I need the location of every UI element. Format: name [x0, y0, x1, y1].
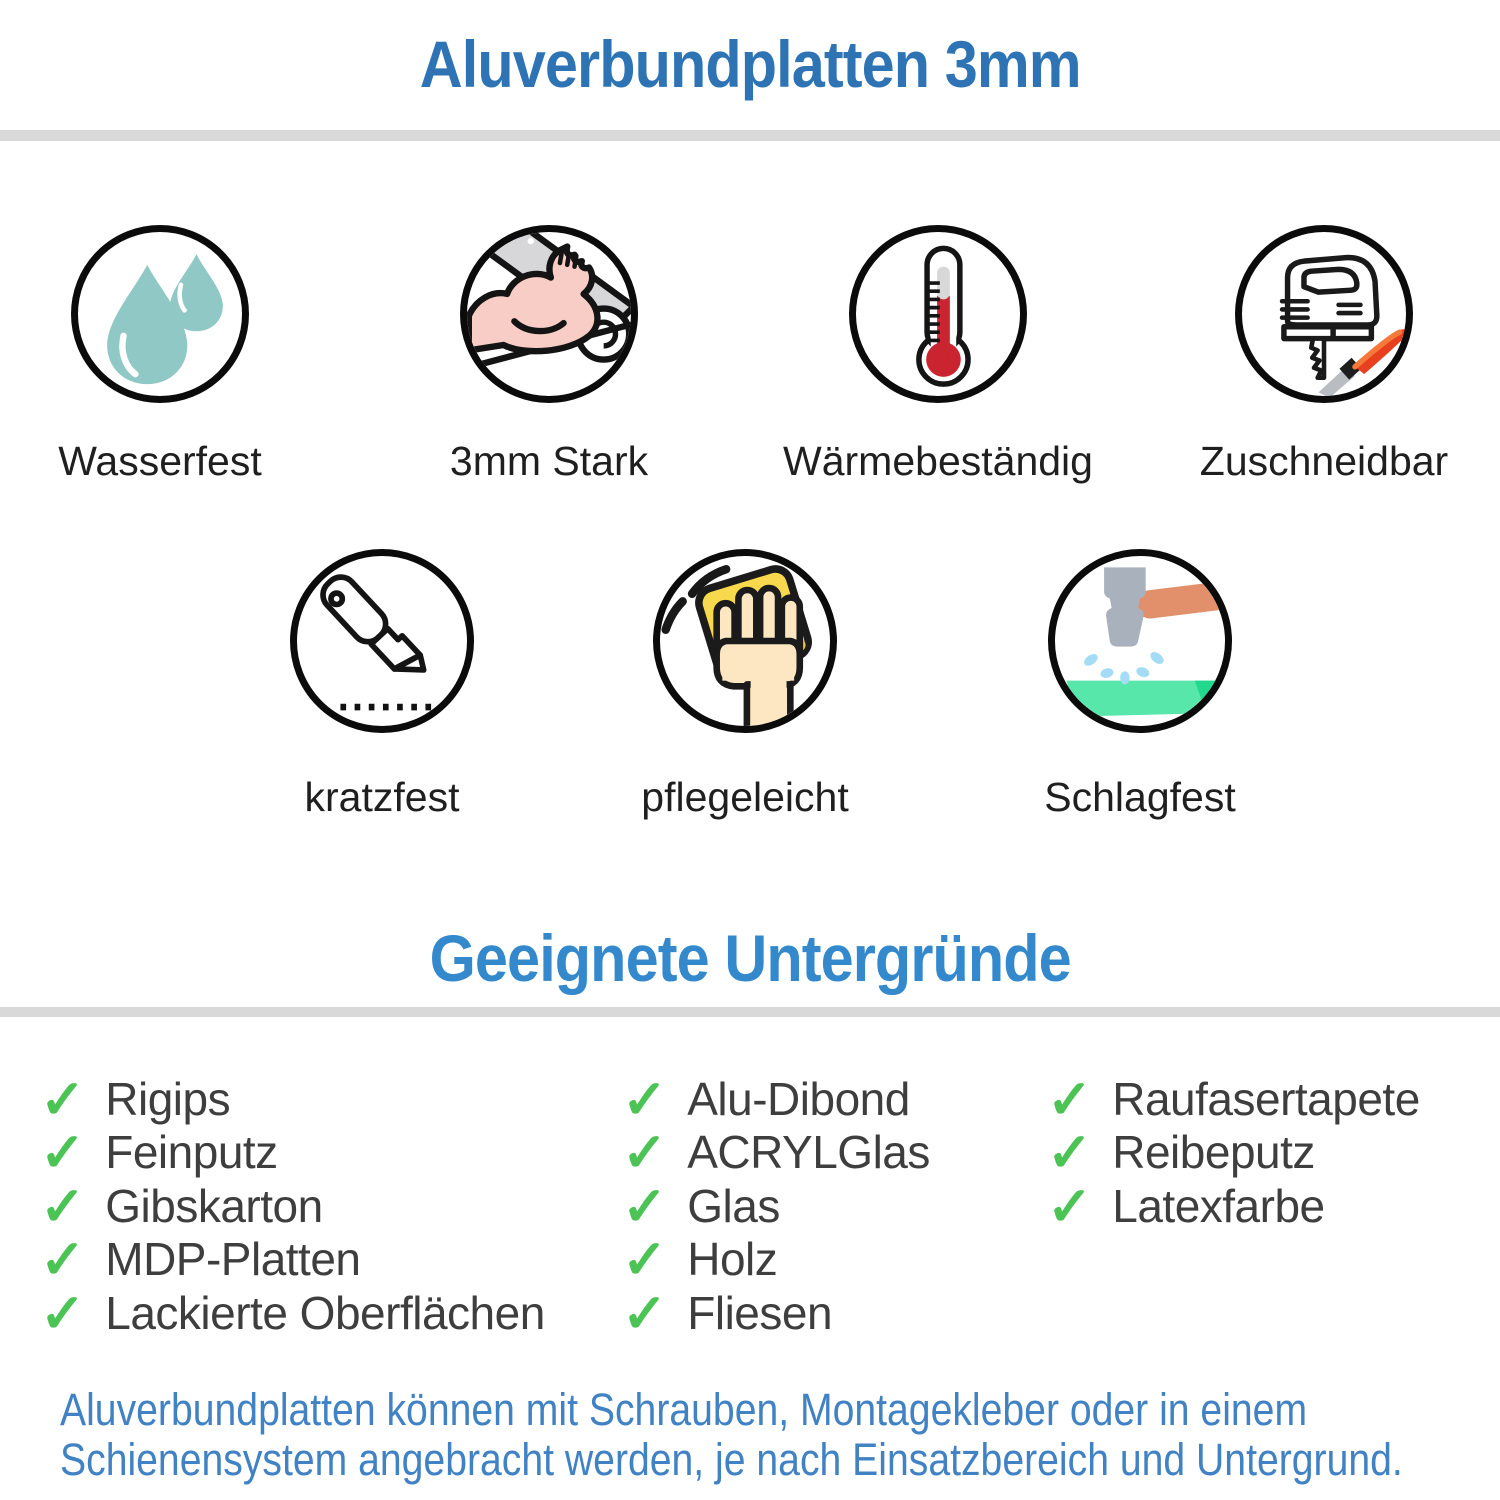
- hammer-icon: [1048, 549, 1232, 733]
- muscle-arm-icon: [460, 225, 638, 403]
- substrate-item: [622, 1230, 930, 1291]
- substrate-item: [622, 1123, 930, 1184]
- feature-label: Zuschneidbar: [1199, 438, 1449, 484]
- divider-top: [0, 130, 1500, 141]
- substrate-item: [1047, 1123, 1420, 1184]
- mounting-note-line2: Schienensystem angebracht werden, je nach Einsatzbereich und Untergrund.: [60, 1434, 1403, 1485]
- feature-label: Wärmebeständig: [783, 438, 1093, 484]
- feature-label: Schlagfest: [1044, 774, 1236, 820]
- substrate-label: Raufasertapete: [1112, 1072, 1420, 1125]
- feature-label: Wasserfest: [58, 438, 262, 484]
- feature-label: kratzfest: [304, 774, 460, 820]
- check-icon: ✓: [622, 1283, 668, 1344]
- substrate-label: Rigips: [105, 1072, 231, 1125]
- utility-knife-icon: [290, 549, 474, 733]
- mounting-note-line1: Aluverbundplatten können mit Schrauben, Montagekleber oder in einem: [60, 1384, 1308, 1435]
- check-icon: ✓: [40, 1069, 86, 1130]
- substrate-label: Feinputz: [105, 1126, 278, 1179]
- jigsaw-icon: [1235, 225, 1413, 403]
- check-icon: ✓: [1047, 1069, 1093, 1130]
- check-icon: ✓: [1047, 1176, 1093, 1237]
- feature-zuschneidbar: [1199, 225, 1449, 484]
- substrate-item: [40, 1230, 545, 1291]
- check-icon: ✓: [40, 1283, 86, 1344]
- substrate-item: [1047, 1176, 1420, 1237]
- substrate-item: [40, 1069, 545, 1130]
- substrate-item: [40, 1283, 545, 1344]
- substrate-item: [622, 1176, 930, 1237]
- substrate-label: MDP-Platten: [105, 1233, 361, 1286]
- feature-schlagfest: [1044, 549, 1236, 820]
- check-icon: ✓: [622, 1069, 668, 1130]
- wiping-hand-icon: [653, 549, 837, 733]
- substrate-label: ACRYLGlas: [687, 1126, 930, 1179]
- check-icon: ✓: [40, 1230, 86, 1291]
- substrate-label: Holz: [687, 1233, 778, 1286]
- section-title: Geeignete Untergründe: [429, 921, 1071, 995]
- page-title: Aluverbundplatten 3mm: [419, 27, 1081, 101]
- check-icon: ✓: [622, 1123, 668, 1184]
- feature-pflegeleicht: [641, 549, 849, 820]
- feature-3mm-stark: [449, 225, 649, 484]
- substrate-item: [1047, 1069, 1420, 1130]
- substrate-label: Gibskarton: [105, 1179, 323, 1232]
- substrates-column-3: [1047, 1069, 1420, 1237]
- substrate-label: Glas: [687, 1179, 780, 1232]
- check-icon: ✓: [1047, 1123, 1093, 1184]
- substrate-item: [40, 1176, 545, 1237]
- feature-label: pflegeleicht: [641, 774, 849, 820]
- check-icon: ✓: [622, 1230, 668, 1291]
- substrate-item: [40, 1123, 545, 1184]
- substrates-column-1: [40, 1069, 545, 1344]
- substrate-label: Lackierte Oberflächen: [105, 1286, 545, 1339]
- feature-wasserfest: [58, 225, 262, 484]
- substrate-item: [622, 1069, 930, 1130]
- substrate-label: Reibeputz: [1112, 1126, 1315, 1179]
- feature-waermebestaendig: [783, 225, 1093, 484]
- check-icon: ✓: [622, 1176, 668, 1237]
- substrates-column-2: [622, 1069, 930, 1344]
- feature-kratzfest: [290, 549, 474, 820]
- divider-section: [0, 1007, 1500, 1017]
- feature-label: 3mm Stark: [449, 438, 649, 484]
- water-drops-icon: [71, 225, 249, 403]
- check-icon: ✓: [40, 1123, 86, 1184]
- substrate-label: Fliesen: [687, 1286, 833, 1339]
- mounting-note: [60, 1385, 1500, 1485]
- check-icon: ✓: [40, 1176, 86, 1237]
- substrate-label: Latexfarbe: [1112, 1179, 1325, 1232]
- substrate-item: [622, 1283, 930, 1344]
- thermometer-icon: [849, 225, 1027, 403]
- substrate-label: Alu-Dibond: [687, 1072, 910, 1125]
